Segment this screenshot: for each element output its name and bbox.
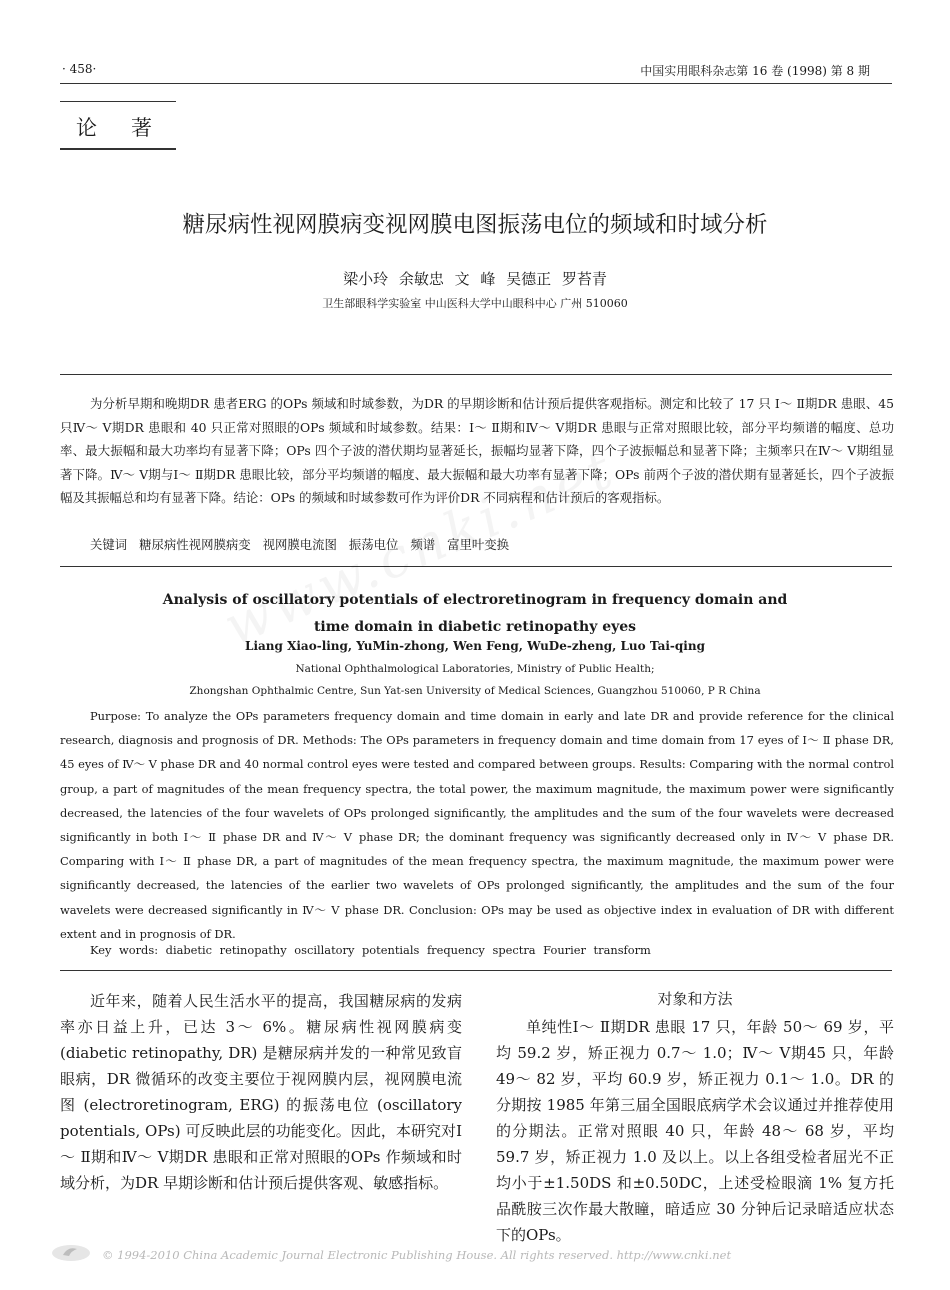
abstract-rule-bottom [60, 970, 892, 971]
body-right-column: 单纯性Ⅰ～ Ⅱ期DR 患眼 17 只，年龄 50～ 69 岁，平均 59.2 岁，矫正视力 0.7～ 1.0；Ⅳ～ Ⅴ期45 只，年龄 49～ 82 岁，平均 60.9 岁，矫正视力 0.1～ 1.0。DR 的分期按 1985 年第三届全国眼底病学术会议通过并推荐使用的分期法。正常对照眼 40 只，年龄 48～ 68 岁，平均 59.7 岁，矫正视力 1.0 及以上。以上各组受检者屈光不正均小于±1.50DS 和±0.50DC，上述受检眼滴 1% 复方托品酰胺三次作最大散瞳，暗适应 30 分钟后记录暗适应状态下的OPs。 [496, 1018, 894, 1244]
copyright-footer: © 1994-2010 China Academic Journal Electronic Publishing House. All rights reserved. http://www.cnki.net [102, 1248, 732, 1262]
keywords-english: Key words: diabetic retinopathy oscillatory potentials frequency spectra Fourier transform [90, 943, 651, 957]
journal-header: 中国实用眼科杂志第 16 卷 (1998) 第 8 期 [640, 64, 870, 78]
english-title-line2: time domain in diabetic retinopathy eyes [313, 619, 637, 635]
section-rule-top [60, 101, 176, 102]
article-title: 糖尿病性视网膜病变视网膜电图振荡电位的频域和时域分析 [182, 212, 768, 238]
english-affiliation-line2: Zhongshan Ophthalmic Centre, Sun Yat-sen University of Medical Sciences, Guangzhou 510060, P R China [189, 685, 761, 697]
abstract-rule-middle [60, 566, 892, 567]
page-number: · 458· [62, 62, 97, 76]
abstract-english: Purpose: To analyze the OPs parameters frequency domain and time domain in early and late DR and provide reference for the clinical research, diagnosis and prognosis of DR. Methods: The OPs parameters in frequency domain and time domain from 17 eyes of Ⅰ～ Ⅱ phase DR, 45 eyes of Ⅳ～ Ⅴ phase DR and 40 normal control eyes were tested and compared between groups. Results: Comparing with the normal control group, a part of magnitudes of the mean frequency spectra, the total power, the maximum magnitude, the maximum power were significantly decreased, the latencies of the four wavelets of OPs prolonged significantly, the amplitudes and the sum of the four wavelets were decreased significantly in both Ⅰ～ Ⅱ phase DR and Ⅳ～ Ⅴ phase DR; the dominant frequency was significantly decreased only in Ⅳ～ Ⅴ phase DR. Comparing with Ⅰ～ Ⅱ phase DR, a part of magnitudes of the mean frequency spectra, the maximum magnitude, the maximum power were significantly decreased, the latencies of the earlier two wavelets of OPs prolonged significantly, the amplitudes and the sum of the four wavelets were decreased significantly in Ⅳ～ Ⅴ phase DR. Conclusion: OPs may be used as objective index in evaluation of DR with different extent and in prognosis of DR. [60, 709, 894, 941]
abstract-rule-top [60, 374, 892, 375]
cnki-logo-icon [50, 1243, 92, 1263]
section-label: 论著 [76, 116, 186, 140]
body-left-column: 近年来，随着人民生活水平的提高，我国糖尿病的发病率亦日益上升，已达 3～ 6%。糖尿病性视网膜病变 (diabetic retinopathy, DR) 是糖尿病并发的一种常见致盲眼病，DR 微循环的改变主要位于视网膜内层，视网膜电流图 (electroretinogram, ERG) 的振荡电位 (oscillatory potentials, OPs) 可反映此层的功能变化。因此，本研究对Ⅰ～ Ⅱ期和Ⅳ～ Ⅴ期DR 患眼和正常对照眼的OPs 作频域和时域分析，为DR 早期诊断和估计预后提供客观、敏感指标。 [60, 992, 462, 1192]
english-affiliation-line1: National Ophthalmological Laboratories, Ministry of Public Health; [295, 663, 655, 675]
abstract-chinese: 为分析早期和晚期DR 患者ERG 的OPs 频域和时域参数，为DR 的早期诊断和估计预后提供客观指标。测定和比较了 17 只 Ⅰ～ Ⅱ期DR 患眼、45 只Ⅳ～ Ⅴ期DR 患眼和 40 只正常对照眼的OPs 频域和时域参数。结果：Ⅰ～ Ⅱ期和Ⅳ～ Ⅴ期DR 患眼与正常对照眼比较，部分平均频谱的幅度、总功率、最大振幅和最大功率均有显著下降；OPs 四个子波的潜伏期均显著延长，振幅均显著下降，四个子波振幅总和显著下降；主频率只在Ⅳ～ Ⅴ期组显著下降。Ⅳ～ Ⅴ期与Ⅰ～ Ⅱ期DR 患眼比较，部分平均频谱的幅度、最大振幅和最大功率有显著下降；OPs 前两个子波的潜伏期有显著延长，四个子波振幅及其振幅总和均有显著下降。结论：OPs 的频域和时域参数可作为评价DR 不同病程和估计预后的客观指标。 [60, 396, 894, 505]
authors: 梁小玲 余敏忠 文 峰 吴德正 罗苔青 [343, 270, 607, 288]
english-authors: Liang Xiao-ling, YuMin-zhong, Wen Feng, WuDe-zheng, Luo Tai-qing [245, 639, 705, 653]
section-rule-bottom [60, 148, 176, 150]
keywords-chinese: 关键词 糖尿病性视网膜病变 视网膜电流图 振荡电位 频谱 富里叶变换 [90, 537, 510, 552]
section-heading-methods: 对象和方法 [657, 990, 733, 1008]
english-title-line1: Analysis of oscillatory potentials of electroretinogram in frequency domain and [162, 592, 788, 608]
affiliation: 卫生部眼科学实验室 中山医科大学中山眼科中心 广州 510060 [322, 297, 628, 310]
header-rule [60, 83, 892, 84]
english-title [0, 587, 950, 641]
